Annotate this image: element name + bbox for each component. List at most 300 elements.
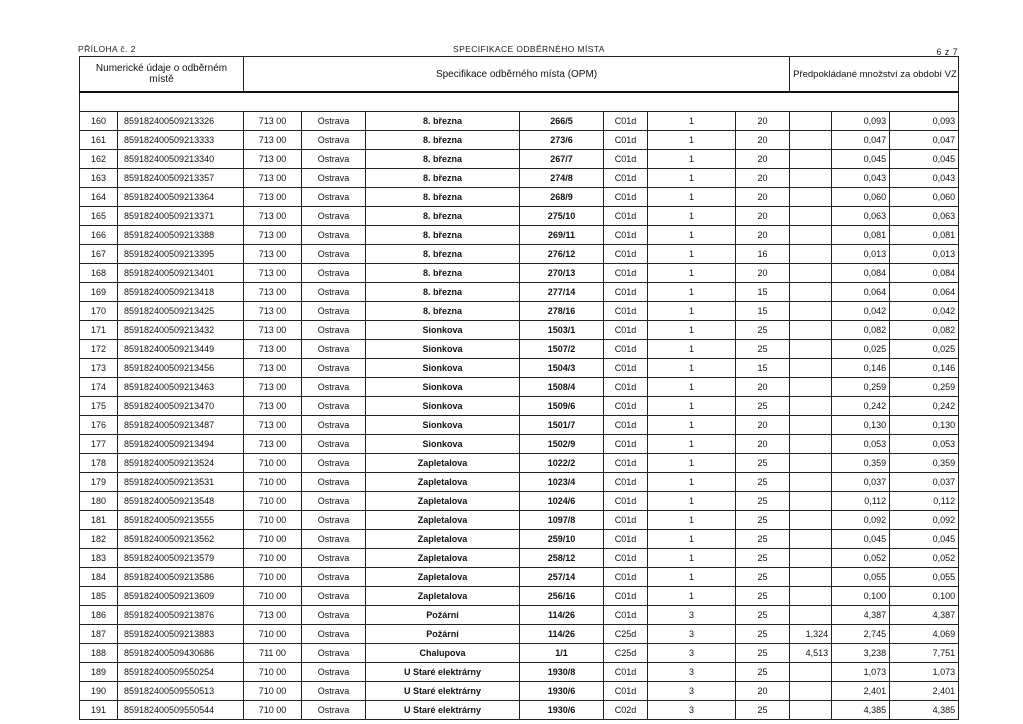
phases: 1 xyxy=(648,321,736,340)
qty-total: 0,100 xyxy=(890,587,959,606)
postal-code: 710 00 xyxy=(244,701,302,720)
ean-code: 859182400509213487 xyxy=(118,416,244,435)
table-row xyxy=(80,549,959,568)
phases: 1 xyxy=(648,549,736,568)
qty-vt xyxy=(790,131,832,150)
street: U Staré elektrárny xyxy=(366,682,520,701)
qty-vt xyxy=(790,549,832,568)
house-number: 1503/1 xyxy=(520,321,604,340)
qty-total: 0,042 xyxy=(890,302,959,321)
breaker: 20 xyxy=(736,264,790,283)
street: Požární xyxy=(366,606,520,625)
city: Ostrava xyxy=(302,283,366,302)
city: Ostrava xyxy=(302,644,366,663)
city: Ostrava xyxy=(302,245,366,264)
tariff: C25d xyxy=(604,644,648,663)
house-number: 114/26 xyxy=(520,625,604,644)
qty-total: 0,055 xyxy=(890,568,959,587)
tariff: C01d xyxy=(604,207,648,226)
row-number: 175 xyxy=(80,397,118,416)
tariff: C25d xyxy=(604,625,648,644)
qty-vt xyxy=(790,226,832,245)
row-number: 187 xyxy=(80,625,118,644)
city: Ostrava xyxy=(302,492,366,511)
street: Sionkova xyxy=(366,397,520,416)
breaker: 25 xyxy=(736,644,790,663)
qty-vt xyxy=(790,150,832,169)
qty-nt: 0,025 xyxy=(832,340,890,359)
postal-code: 710 00 xyxy=(244,549,302,568)
street: Sionkova xyxy=(366,435,520,454)
qty-vt xyxy=(790,245,832,264)
table-row xyxy=(80,682,959,701)
row-number: 171 xyxy=(80,321,118,340)
page-number: 6 z 7 xyxy=(936,47,958,57)
table-row xyxy=(80,226,959,245)
house-number: 1509/6 xyxy=(520,397,604,416)
page-header xyxy=(78,42,958,56)
row-number: 173 xyxy=(80,359,118,378)
postal-code: 713 00 xyxy=(244,397,302,416)
ean-code: 859182400509213456 xyxy=(118,359,244,378)
street: 8. března xyxy=(366,131,520,150)
tariff: C01d xyxy=(604,663,648,682)
row-number: 172 xyxy=(80,340,118,359)
breaker: 25 xyxy=(736,454,790,473)
row-number: 183 xyxy=(80,549,118,568)
ean-code: 859182400509213586 xyxy=(118,568,244,587)
tariff: C01d xyxy=(604,473,648,492)
tariff: C01d xyxy=(604,492,648,511)
ean-code: 859182400509213395 xyxy=(118,245,244,264)
house-number: 266/5 xyxy=(520,112,604,131)
qty-total: 0,146 xyxy=(890,359,959,378)
postal-code: 713 00 xyxy=(244,207,302,226)
qty-nt: 0,037 xyxy=(832,473,890,492)
house-number: 275/10 xyxy=(520,207,604,226)
qty-total: 0,045 xyxy=(890,530,959,549)
row-number: 176 xyxy=(80,416,118,435)
phases: 1 xyxy=(648,397,736,416)
ean-code: 859182400509213401 xyxy=(118,264,244,283)
qty-vt xyxy=(790,511,832,530)
phases: 1 xyxy=(648,473,736,492)
tariff: C01d xyxy=(604,435,648,454)
street: Zapletalova xyxy=(366,568,520,587)
postal-code: 713 00 xyxy=(244,435,302,454)
city: Ostrava xyxy=(302,549,366,568)
phases: 1 xyxy=(648,530,736,549)
breaker: 25 xyxy=(736,511,790,530)
street: Sionkova xyxy=(366,321,520,340)
qty-nt: 0,146 xyxy=(832,359,890,378)
phases: 1 xyxy=(648,188,736,207)
row-number: 184 xyxy=(80,568,118,587)
postal-code: 710 00 xyxy=(244,530,302,549)
city: Ostrava xyxy=(302,454,366,473)
breaker: 15 xyxy=(736,359,790,378)
house-number: 1/1 xyxy=(520,644,604,663)
qty-nt: 0,045 xyxy=(832,150,890,169)
house-number: 1022/2 xyxy=(520,454,604,473)
phases: 1 xyxy=(648,169,736,188)
tariff: C01d xyxy=(604,606,648,625)
phases: 1 xyxy=(648,245,736,264)
house-number: 274/8 xyxy=(520,169,604,188)
ean-code: 859182400509213579 xyxy=(118,549,244,568)
house-number: 259/10 xyxy=(520,530,604,549)
postal-code: 713 00 xyxy=(244,131,302,150)
ean-code: 859182400509213524 xyxy=(118,454,244,473)
table-row xyxy=(80,340,959,359)
tariff: C01d xyxy=(604,264,648,283)
postal-code: 713 00 xyxy=(244,340,302,359)
city: Ostrava xyxy=(302,359,366,378)
qty-nt: 3,238 xyxy=(832,644,890,663)
breaker: 20 xyxy=(736,150,790,169)
table-row xyxy=(80,625,959,644)
qty-nt: 0,063 xyxy=(832,207,890,226)
house-number: 256/16 xyxy=(520,587,604,606)
qty-nt: 0,093 xyxy=(832,112,890,131)
house-number: 258/12 xyxy=(520,549,604,568)
city: Ostrava xyxy=(302,302,366,321)
qty-nt: 0,112 xyxy=(832,492,890,511)
table-row xyxy=(80,511,959,530)
breaker: 20 xyxy=(736,435,790,454)
street: Sionkova xyxy=(366,416,520,435)
qty-vt xyxy=(790,435,832,454)
table-row xyxy=(80,112,959,131)
breaker: 25 xyxy=(736,549,790,568)
street: 8. března xyxy=(366,264,520,283)
ean-code: 859182400509213364 xyxy=(118,188,244,207)
postal-code: 713 00 xyxy=(244,321,302,340)
tariff: C01d xyxy=(604,682,648,701)
breaker: 20 xyxy=(736,188,790,207)
qty-nt: 0,092 xyxy=(832,511,890,530)
qty-nt: 0,259 xyxy=(832,378,890,397)
qty-nt: 0,013 xyxy=(832,245,890,264)
tariff: C01d xyxy=(604,587,648,606)
table-row xyxy=(80,397,959,416)
street: Sionkova xyxy=(366,378,520,397)
phases: 3 xyxy=(648,682,736,701)
qty-vt xyxy=(790,207,832,226)
postal-code: 710 00 xyxy=(244,663,302,682)
qty-vt xyxy=(790,606,832,625)
ean-code: 859182400509213562 xyxy=(118,530,244,549)
tariff: C01d xyxy=(604,549,648,568)
qty-nt: 0,043 xyxy=(832,169,890,188)
city: Ostrava xyxy=(302,625,366,644)
qty-vt xyxy=(790,169,832,188)
house-number: 268/9 xyxy=(520,188,604,207)
street: Zapletalova xyxy=(366,549,520,568)
ean-code: 859182400509213418 xyxy=(118,283,244,302)
qty-vt: 4,513 xyxy=(790,644,832,663)
street: Požární xyxy=(366,625,520,644)
street: 8. března xyxy=(366,226,520,245)
phases: 1 xyxy=(648,587,736,606)
table-row xyxy=(80,131,959,150)
ean-code: 859182400509430686 xyxy=(118,644,244,663)
breaker: 25 xyxy=(736,321,790,340)
tariff: C01d xyxy=(604,397,648,416)
ean-code: 859182400509550254 xyxy=(118,663,244,682)
phases: 3 xyxy=(648,663,736,682)
postal-code: 711 00 xyxy=(244,644,302,663)
city: Ostrava xyxy=(302,264,366,283)
breaker: 25 xyxy=(736,663,790,682)
qty-vt xyxy=(790,682,832,701)
qty-nt: 4,385 xyxy=(832,701,890,720)
city: Ostrava xyxy=(302,473,366,492)
postal-code: 710 00 xyxy=(244,473,302,492)
table-row xyxy=(80,169,959,188)
row-number: 165 xyxy=(80,207,118,226)
postal-code: 710 00 xyxy=(244,568,302,587)
qty-total: 0,053 xyxy=(890,435,959,454)
city: Ostrava xyxy=(302,682,366,701)
phases: 1 xyxy=(648,359,736,378)
qty-total: 0,359 xyxy=(890,454,959,473)
row-number: 161 xyxy=(80,131,118,150)
phases: 3 xyxy=(648,644,736,663)
qty-total: 0,045 xyxy=(890,150,959,169)
tariff: C01d xyxy=(604,169,648,188)
house-number: 1930/6 xyxy=(520,682,604,701)
qty-vt xyxy=(790,492,832,511)
city: Ostrava xyxy=(302,530,366,549)
house-number: 267/7 xyxy=(520,150,604,169)
breaker: 25 xyxy=(736,340,790,359)
row-number: 170 xyxy=(80,302,118,321)
city: Ostrava xyxy=(302,112,366,131)
qty-total: 0,242 xyxy=(890,397,959,416)
header-quantity: Předpokládané množství za období VZ xyxy=(790,57,959,93)
qty-vt xyxy=(790,283,832,302)
qty-total: 0,013 xyxy=(890,245,959,264)
table-row xyxy=(80,245,959,264)
qty-vt xyxy=(790,530,832,549)
breaker: 20 xyxy=(736,416,790,435)
table-row xyxy=(80,587,959,606)
city: Ostrava xyxy=(302,207,366,226)
qty-total: 4,387 xyxy=(890,606,959,625)
tariff: C02d xyxy=(604,701,648,720)
qty-nt: 0,042 xyxy=(832,302,890,321)
specification-table xyxy=(79,56,959,720)
qty-nt: 0,084 xyxy=(832,264,890,283)
breaker: 25 xyxy=(736,701,790,720)
row-number: 168 xyxy=(80,264,118,283)
tariff: C01d xyxy=(604,302,648,321)
qty-total: 0,064 xyxy=(890,283,959,302)
header-spec: Specifikace odběrného místa (OPM) xyxy=(244,57,790,93)
table-row xyxy=(80,701,959,720)
row-number: 164 xyxy=(80,188,118,207)
qty-vt xyxy=(790,587,832,606)
tariff: C01d xyxy=(604,378,648,397)
city: Ostrava xyxy=(302,435,366,454)
qty-nt: 0,064 xyxy=(832,283,890,302)
house-number: 1502/9 xyxy=(520,435,604,454)
house-number: 1930/8 xyxy=(520,663,604,682)
phases: 1 xyxy=(648,150,736,169)
house-number: 1508/4 xyxy=(520,378,604,397)
breaker: 25 xyxy=(736,492,790,511)
qty-nt: 1,073 xyxy=(832,663,890,682)
qty-total: 7,751 xyxy=(890,644,959,663)
row-number: 186 xyxy=(80,606,118,625)
qty-total: 0,025 xyxy=(890,340,959,359)
tariff: C01d xyxy=(604,340,648,359)
row-number: 188 xyxy=(80,644,118,663)
phases: 1 xyxy=(648,435,736,454)
postal-code: 710 00 xyxy=(244,454,302,473)
row-number: 179 xyxy=(80,473,118,492)
qty-total: 0,060 xyxy=(890,188,959,207)
table-row xyxy=(80,188,959,207)
qty-total: 0,063 xyxy=(890,207,959,226)
qty-nt: 0,130 xyxy=(832,416,890,435)
breaker: 20 xyxy=(736,207,790,226)
breaker: 20 xyxy=(736,682,790,701)
table-row xyxy=(80,606,959,625)
qty-total: 0,112 xyxy=(890,492,959,511)
tariff: C01d xyxy=(604,150,648,169)
postal-code: 713 00 xyxy=(244,150,302,169)
table-row xyxy=(80,321,959,340)
tariff: C01d xyxy=(604,359,648,378)
postal-code: 713 00 xyxy=(244,226,302,245)
qty-vt xyxy=(790,397,832,416)
row-number: 182 xyxy=(80,530,118,549)
qty-nt: 0,082 xyxy=(832,321,890,340)
table-row xyxy=(80,359,959,378)
qty-total: 0,259 xyxy=(890,378,959,397)
street: 8. března xyxy=(366,302,520,321)
table-row xyxy=(80,150,959,169)
breaker: 20 xyxy=(736,112,790,131)
phases: 1 xyxy=(648,131,736,150)
city: Ostrava xyxy=(302,131,366,150)
city: Ostrava xyxy=(302,397,366,416)
row-number: 162 xyxy=(80,150,118,169)
qty-total: 0,082 xyxy=(890,321,959,340)
qty-nt: 0,045 xyxy=(832,530,890,549)
street: Chalupova xyxy=(366,644,520,663)
phases: 1 xyxy=(648,454,736,473)
ean-code: 859182400509550544 xyxy=(118,701,244,720)
ean-code: 859182400509213333 xyxy=(118,131,244,150)
street: 8. března xyxy=(366,188,520,207)
qty-vt xyxy=(790,416,832,435)
row-number: 167 xyxy=(80,245,118,264)
house-number: 1024/6 xyxy=(520,492,604,511)
row-number: 178 xyxy=(80,454,118,473)
qty-vt xyxy=(790,663,832,682)
postal-code: 713 00 xyxy=(244,264,302,283)
table-row xyxy=(80,283,959,302)
header-numeric: Numerické údaje o odběrném místě xyxy=(80,57,244,93)
ean-code: 859182400509213876 xyxy=(118,606,244,625)
qty-total: 0,081 xyxy=(890,226,959,245)
table-row xyxy=(80,264,959,283)
tariff: C01d xyxy=(604,530,648,549)
breaker: 20 xyxy=(736,226,790,245)
breaker: 25 xyxy=(736,397,790,416)
qty-nt: 0,081 xyxy=(832,226,890,245)
qty-total: 0,037 xyxy=(890,473,959,492)
qty-vt xyxy=(790,378,832,397)
qty-nt: 0,359 xyxy=(832,454,890,473)
qty-vt xyxy=(790,340,832,359)
phases: 1 xyxy=(648,112,736,131)
ean-code: 859182400509213357 xyxy=(118,169,244,188)
row-number: 177 xyxy=(80,435,118,454)
ean-code: 859182400509213326 xyxy=(118,112,244,131)
house-number: 1504/3 xyxy=(520,359,604,378)
street: 8. března xyxy=(366,169,520,188)
row-number: 163 xyxy=(80,169,118,188)
qty-vt xyxy=(790,112,832,131)
phases: 1 xyxy=(648,302,736,321)
document-title: SPECIFIKACE ODBĚRNÉHO MÍSTA xyxy=(453,44,605,54)
row-number: 169 xyxy=(80,283,118,302)
ean-code: 859182400509213470 xyxy=(118,397,244,416)
qty-vt xyxy=(790,701,832,720)
postal-code: 713 00 xyxy=(244,359,302,378)
phases: 3 xyxy=(648,625,736,644)
city: Ostrava xyxy=(302,188,366,207)
phases: 3 xyxy=(648,606,736,625)
postal-code: 713 00 xyxy=(244,606,302,625)
qty-vt: 1,324 xyxy=(790,625,832,644)
qty-vt xyxy=(790,359,832,378)
table-row xyxy=(80,207,959,226)
phases: 1 xyxy=(648,378,736,397)
ean-code: 859182400509213555 xyxy=(118,511,244,530)
qty-vt xyxy=(790,264,832,283)
breaker: 25 xyxy=(736,625,790,644)
city: Ostrava xyxy=(302,321,366,340)
postal-code: 713 00 xyxy=(244,302,302,321)
tariff: C01d xyxy=(604,454,648,473)
house-number: 270/13 xyxy=(520,264,604,283)
ean-code: 859182400509213371 xyxy=(118,207,244,226)
qty-total: 0,047 xyxy=(890,131,959,150)
postal-code: 710 00 xyxy=(244,587,302,606)
breaker: 20 xyxy=(736,169,790,188)
row-number: 166 xyxy=(80,226,118,245)
city: Ostrava xyxy=(302,663,366,682)
house-number: 269/11 xyxy=(520,226,604,245)
table-body xyxy=(80,112,959,720)
tariff: C01d xyxy=(604,283,648,302)
tariff: C01d xyxy=(604,112,648,131)
qty-total: 0,092 xyxy=(890,511,959,530)
qty-total: 0,093 xyxy=(890,112,959,131)
table-row xyxy=(80,378,959,397)
qty-total: 2,401 xyxy=(890,682,959,701)
qty-total: 4,069 xyxy=(890,625,959,644)
table-row xyxy=(80,663,959,682)
street: 8. března xyxy=(366,150,520,169)
city: Ostrava xyxy=(302,587,366,606)
breaker: 20 xyxy=(736,378,790,397)
